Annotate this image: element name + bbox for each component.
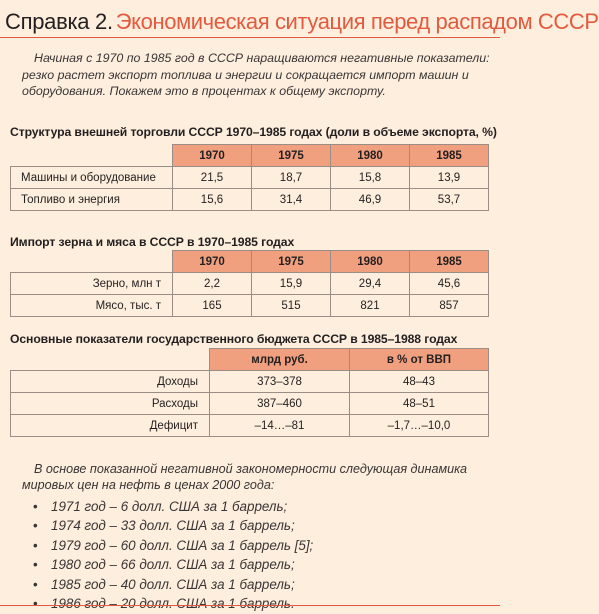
table-cell: –1,7…–10,0 bbox=[350, 415, 489, 437]
column-header: 1975 bbox=[252, 145, 331, 167]
table3-title: Основные показатели государственного бюджета СССР в 1985–1988 годах bbox=[10, 332, 458, 346]
column-header: 1970 bbox=[173, 251, 252, 273]
table-cell: 821 bbox=[331, 295, 410, 317]
table-cell: 15,8 bbox=[331, 167, 410, 189]
list-item: • 1979 год – 60 долл. США за 1 баррель [5]; bbox=[33, 536, 492, 556]
table-header-row bbox=[11, 349, 489, 371]
table-cell: 18,7 bbox=[252, 167, 331, 189]
column-header: 1980 bbox=[331, 145, 410, 167]
list-item: • 1986 год – 20 долл. США за 1 баррель. bbox=[33, 594, 492, 614]
table-cell: 373–378 bbox=[210, 371, 350, 393]
row-label: Машины и оборудование bbox=[11, 167, 173, 189]
intro-paragraph bbox=[22, 50, 490, 100]
grain-meat-import-table bbox=[10, 250, 489, 317]
table-header-row bbox=[11, 251, 489, 273]
column-header: 1970 bbox=[173, 145, 252, 167]
table-row bbox=[11, 415, 489, 437]
table-cell: 15,9 bbox=[252, 273, 331, 295]
bottom-divider bbox=[0, 605, 500, 606]
row-label: Зерно, млн т bbox=[11, 273, 173, 295]
row-label: Мясо, тыс. т bbox=[11, 295, 173, 317]
outro-text: В основе показанной негативной закономерности следующая динамика мировых цен на нефть в ценах 2000 года: bbox=[22, 462, 468, 492]
table-cell: 45,6 bbox=[410, 273, 489, 295]
table-cell: 48–43 bbox=[350, 371, 489, 393]
table-row bbox=[11, 393, 489, 415]
table-cell: 53,7 bbox=[410, 189, 489, 211]
page-title bbox=[0, 0, 599, 38]
table-row bbox=[11, 189, 489, 211]
row-label: Расходы bbox=[11, 393, 210, 415]
oil-price-list bbox=[33, 497, 492, 614]
table-cell: 46,9 bbox=[331, 189, 410, 211]
title-lead: Справка 2. bbox=[5, 9, 113, 34]
column-header: 1985 bbox=[410, 251, 489, 273]
list-item: • 1980 год – 66 долл. США за 1 баррель; bbox=[33, 555, 492, 575]
table-cell: 515 bbox=[252, 295, 331, 317]
table-cell: 48–51 bbox=[350, 393, 489, 415]
intro-text: Начиная с 1970 по 1985 год в СССР наращиваются негативные показатели: резко растет экспорт топлива и энергии и сокращается импорт машин и оборудования. Покажем это в процентах к общему экспорту. bbox=[22, 51, 490, 98]
header-blank-cell bbox=[11, 251, 173, 273]
row-label: Доходы bbox=[11, 371, 210, 393]
title-rest: Экономическая ситуация перед распадом СССР bbox=[115, 9, 599, 34]
foreign-trade-table bbox=[10, 144, 489, 211]
table-header-row bbox=[11, 145, 489, 167]
column-header: в % от ВВП bbox=[350, 349, 489, 371]
table2-title: Импорт зерна и мяса в СССР в 1970–1985 годах bbox=[10, 235, 295, 249]
table-row bbox=[11, 273, 489, 295]
table-cell: 13,9 bbox=[410, 167, 489, 189]
row-label: Топливо и энергия bbox=[11, 189, 173, 211]
table-cell: 165 bbox=[173, 295, 252, 317]
list-item: • 1974 год – 33 долл. США за 1 баррель; bbox=[33, 516, 492, 536]
table-cell: 29,4 bbox=[331, 273, 410, 295]
header-blank-cell bbox=[11, 145, 173, 167]
table-cell: 31,4 bbox=[252, 189, 331, 211]
column-header: 1975 bbox=[252, 251, 331, 273]
table-row bbox=[11, 167, 489, 189]
column-header: 1980 bbox=[331, 251, 410, 273]
table-cell: 15,6 bbox=[173, 189, 252, 211]
column-header: 1985 bbox=[410, 145, 489, 167]
table-row bbox=[11, 371, 489, 393]
table1-title: Структура внешней торговли СССР 1970–1985 годах (доли в объеме экспорта, %) bbox=[10, 125, 497, 139]
table-cell: 857 bbox=[410, 295, 489, 317]
header-blank-cell bbox=[11, 349, 210, 371]
row-label: Дефицит bbox=[11, 415, 210, 437]
state-budget-table bbox=[10, 348, 489, 437]
table-cell: 2,2 bbox=[173, 273, 252, 295]
list-item: • 1971 год – 6 долл. США за 1 баррель; bbox=[33, 497, 492, 517]
list-item: • 1985 год – 40 долл. США за 1 баррель; bbox=[33, 575, 492, 595]
column-header: млрд руб. bbox=[210, 349, 350, 371]
table-row bbox=[11, 295, 489, 317]
outro-section bbox=[22, 462, 492, 614]
table-cell: 387–460 bbox=[210, 393, 350, 415]
table-cell: 21,5 bbox=[173, 167, 252, 189]
table-cell: –14…–81 bbox=[210, 415, 350, 437]
